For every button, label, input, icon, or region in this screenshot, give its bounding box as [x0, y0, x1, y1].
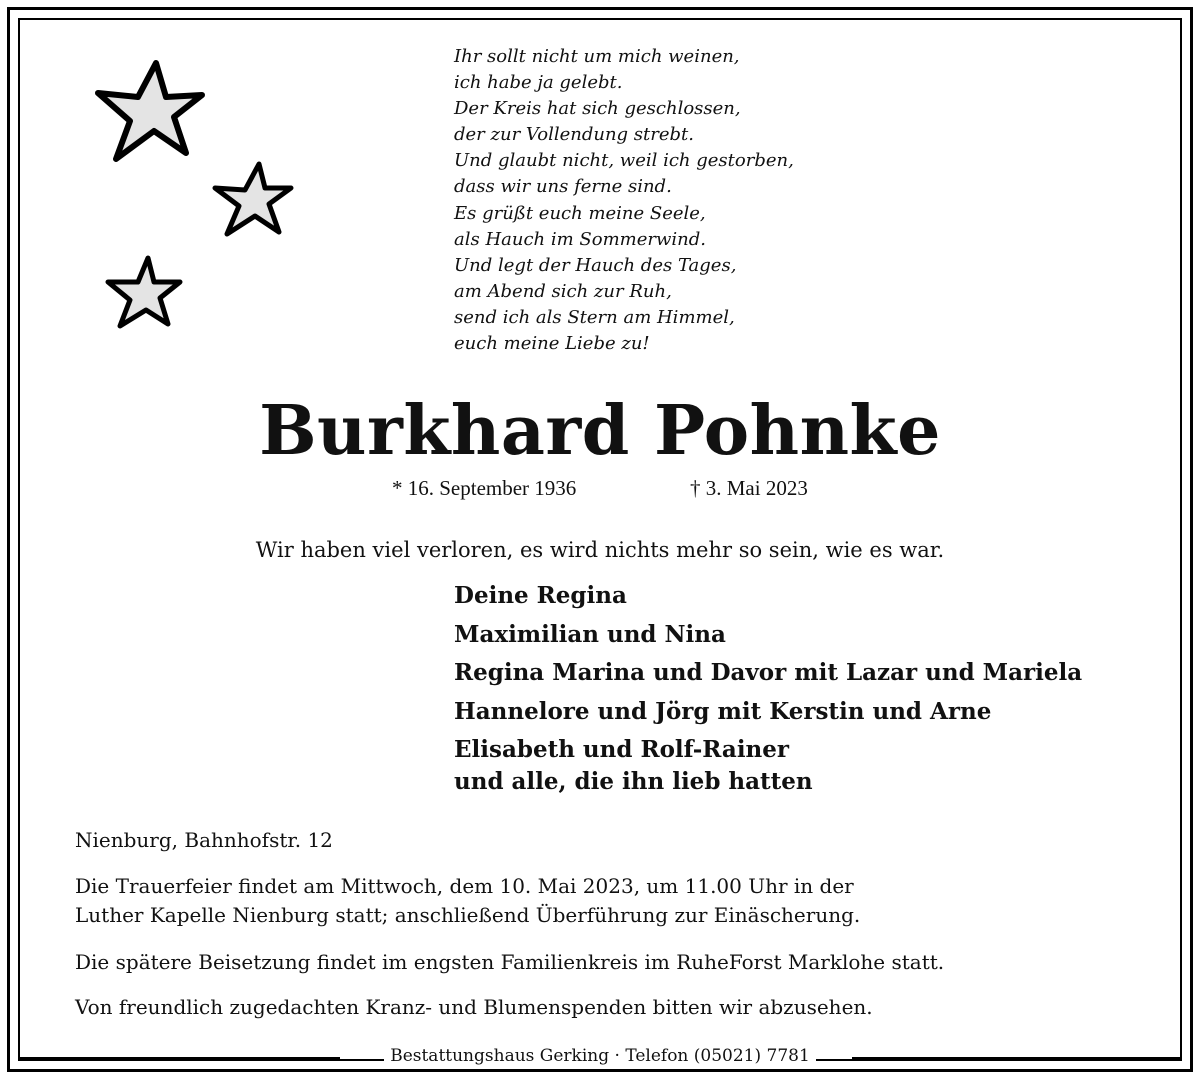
deceased-name: Burkhard Pohnke: [259, 391, 941, 471]
memorial-quote: Wir haben viel verloren, es wird nichts mehr so sein, wie es war.: [255, 538, 945, 562]
mourner-entry: Elisabeth und Rolf-Rainer: [454, 736, 790, 763]
funeral-info-line: Luther Kapelle Nienburg statt; anschließend Überführung zur Einäscherung.: [75, 903, 861, 927]
mourner-entry: und alle, die ihn lieb hatten: [454, 767, 813, 795]
address: Nienburg, Bahnhofstr. 12: [75, 828, 333, 852]
burial-info: Die spätere Beisetzung findet im engsten Familienkreis im RuheForst Marklohe statt.: [75, 950, 945, 974]
poem-line: Und glaubt nicht, weil ich gestorben,: [454, 150, 794, 172]
poem-line: als Hauch im Sommerwind.: [454, 228, 706, 250]
poem-line: euch meine Liebe zu!: [454, 333, 650, 355]
mourner-entry: Hannelore und Jörg mit Kerstin und Arne: [454, 697, 992, 725]
funeral-info-line: Die Trauerfeier findet am Mittwoch, dem 10. Mai 2023, um 11.00 Uhr in der: [75, 874, 854, 898]
flowers-note: Von freundlich zugedachten Kranz- und Blumenspenden bitten wir abzusehen.: [75, 995, 873, 1019]
poem-line: send ich als Stern am Himmel,: [454, 306, 735, 328]
death-date: † 3. Mai 2023: [690, 476, 808, 500]
mourner-entry: Regina Marina und Davor mit Lazar und Mariela: [454, 659, 1083, 686]
star-icon: [207, 156, 299, 242]
poem-line: ich habe ja gelebt.: [454, 72, 623, 94]
funeral-home-footer: [0, 1046, 1200, 1066]
funeral-home-contact: Bestattungshaus Gerking · Telefon (05021) 7781: [384, 1046, 816, 1066]
mourners-list: [454, 577, 1082, 800]
poem-line: dass wir uns ferne sind.: [454, 176, 672, 198]
poem-line: Es grüßt euch meine Seele,: [454, 202, 706, 224]
star-icon: [90, 55, 210, 165]
birth-date: * 16. September 1936: [392, 476, 577, 500]
poem-line: Der Kreis hat sich geschlossen,: [454, 98, 741, 120]
poem-line: am Abend sich zur Ruh,: [454, 280, 672, 302]
poem: [454, 44, 1014, 357]
star-icon: [102, 252, 188, 332]
mourner-entry: Maximilian und Nina: [454, 620, 726, 648]
poem-line: Und legt der Hauch des Tages,: [454, 254, 737, 276]
poem-line: der zur Vollendung strebt.: [454, 124, 695, 146]
poem-line: Ihr sollt nicht um mich weinen,: [454, 46, 740, 67]
mourner-entry: Deine Regina: [454, 582, 627, 609]
